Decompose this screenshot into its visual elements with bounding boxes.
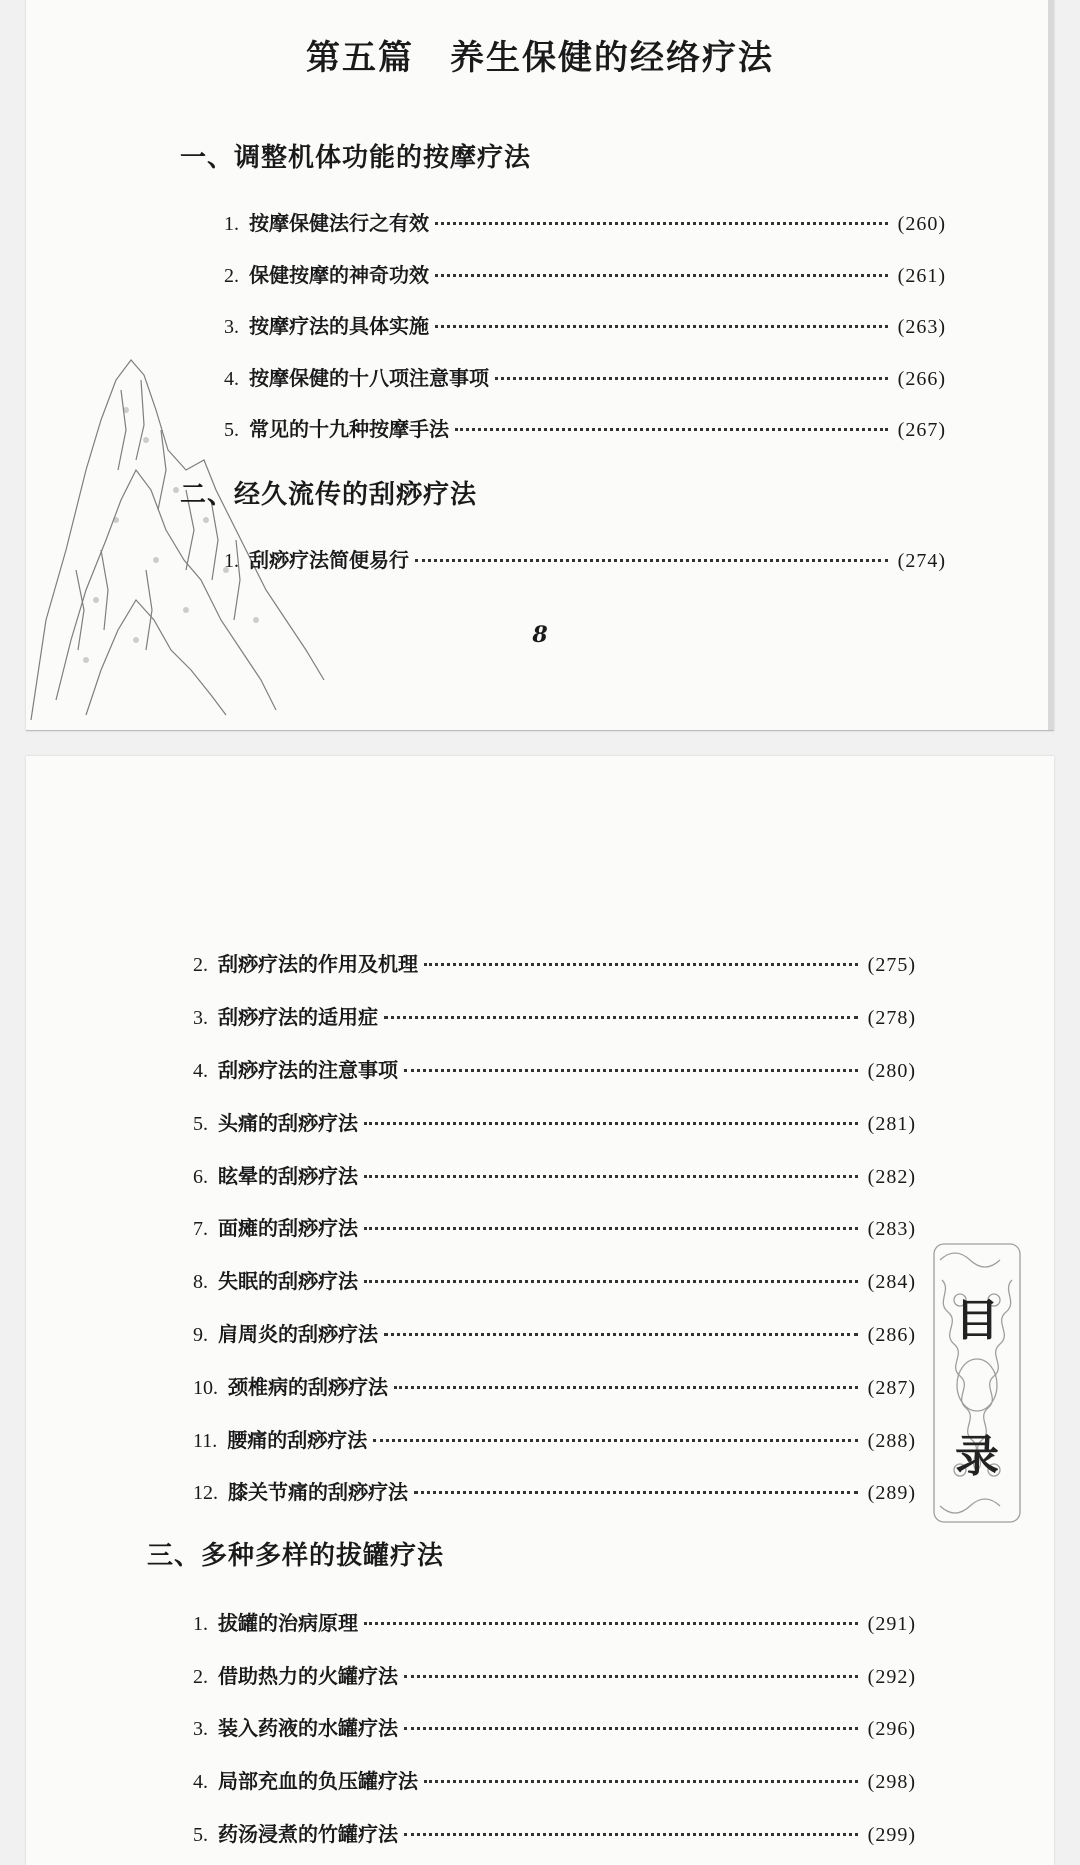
toc-entry[interactable]: 1. 刮痧疗法简便易行 (274) [224,548,946,572]
toc-page-9 [26,756,1054,1865]
side-tab-char-lu: 录 [955,1431,999,1482]
page-number: 8 [532,622,548,648]
toc-entry[interactable]: 5. 头痛的刮痧疗法 (281) [193,1111,916,1135]
toc-entry[interactable]: 6. 眩晕的刮痧疗法 (282) [193,1164,916,1188]
toc-entry[interactable]: 5. 常见的十九种按摩手法 (267) [224,417,946,441]
toc-entry[interactable]: 3. 装入药液的水罐疗法 (296) [193,1716,916,1740]
page-edge [1048,0,1054,730]
toc-entry[interactable]: 1. 按摩保健法行之有效 (260) [224,211,946,235]
toc-page-8 [26,0,1054,731]
toc-entry[interactable]: 12. 膝关节痛的刮痧疗法 (289) [193,1480,916,1504]
toc-entry[interactable]: 3. 刮痧疗法的适用症 (278) [193,1005,916,1029]
section-heading-guasha: 二、经久流传的刮痧疗法 [180,480,478,510]
toc-entry[interactable]: 2. 借助热力的火罐疗法 (292) [193,1664,916,1688]
toc-entry[interactable]: 2. 保健按摩的神奇功效 (261) [224,263,946,287]
section-heading-cupping: 三、多种多样的拔罐疗法 [147,1541,445,1571]
toc-entry[interactable]: 5. 药汤浸煮的竹罐疗法 (299) [193,1822,916,1846]
toc-entry[interactable]: 3. 按摩疗法的具体实施 (263) [224,314,946,338]
side-tab-char-mu: 目 [955,1295,999,1346]
toc-entry[interactable]: 2. 刮痧疗法的作用及机理 (275) [193,952,916,976]
toc-entry[interactable]: 9. 肩周炎的刮痧疗法 (286) [193,1322,916,1346]
ornamental-scroll-tab [930,1240,1024,1526]
toc-entry[interactable]: 4. 刮痧疗法的注意事项 (280) [193,1058,916,1082]
toc-entry[interactable]: 1. 拔罐的治病原理 (291) [193,1611,916,1635]
toc-entry[interactable]: 4. 按摩保健的十八项注意事项 (266) [224,366,946,390]
toc-entry[interactable]: 7. 面瘫的刮痧疗法 (283) [193,1216,916,1240]
toc-entry[interactable]: 10. 颈椎病的刮痧疗法 (287) [193,1375,916,1399]
section-heading-massage: 一、调整机体功能的按摩疗法 [180,143,532,173]
toc-entry[interactable]: 11. 腰痛的刮痧疗法 (288) [193,1428,916,1452]
toc-entry[interactable]: 4. 局部充血的负压罐疗法 (298) [193,1769,916,1793]
toc-entry[interactable]: 8. 失眠的刮痧疗法 (284) [193,1269,916,1293]
part-title: 第五篇 养生保健的经络疗法 [306,38,774,78]
